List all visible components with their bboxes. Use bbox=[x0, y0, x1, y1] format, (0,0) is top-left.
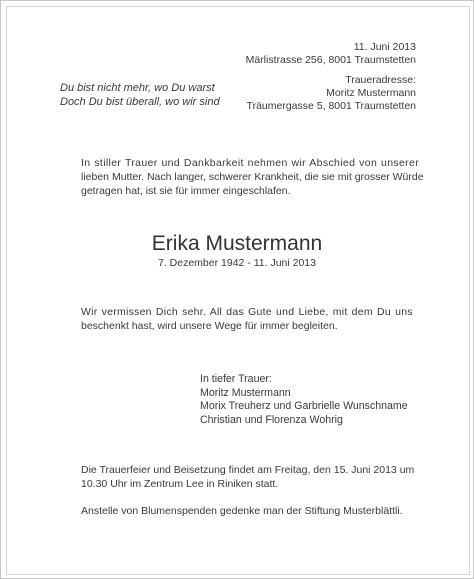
letter-date: 11. Juni 2013 bbox=[353, 41, 416, 53]
mourning-address-label: Traueradresse: bbox=[345, 74, 416, 86]
mourner-name: Christian und Florenza Wohrig bbox=[200, 414, 343, 426]
intro-line-1: In stiller Trauer und Dankbarkeit nehmen wir Abschied von unserer bbox=[81, 157, 420, 169]
ceremony-line-1: Die Trauerfeier und Beisetzung findet am Freitag, den 15. Juni 2013 um bbox=[81, 464, 415, 476]
intro-line-3: getragen hat, ist sie für immer eingeschlafen. bbox=[81, 185, 291, 197]
ceremony-line-2: 10.30 Uhr im Zentrum Lee in Riniken statt. bbox=[81, 478, 279, 490]
sender-address: Märlistrasse 256, 8001 Traumstetten bbox=[245, 54, 416, 66]
intro-line-2: lieben Mutter. Nach langer, schwerer Krankheit, die sie mit grosser Würde bbox=[81, 171, 424, 183]
mourner-name: Morix Treuherz und Garbrielle Wunschname bbox=[200, 400, 408, 412]
farewell-line-2: beschenkt hast, wird unsere Wege für immer begleiten. bbox=[81, 320, 338, 332]
donation-line: Anstelle von Blumenspenden gedenke man der Stiftung Musterblättli. bbox=[81, 505, 403, 517]
mourner-name: Moritz Mustermann bbox=[200, 387, 291, 399]
deceased-dates: 7. Dezember 1942 - 11. Juni 2013 bbox=[158, 257, 316, 269]
mourning-address-street: Träumergasse 5, 8001 Traumstetten bbox=[246, 100, 416, 112]
quote-line-2: Doch Du bist überall, wo wir sind bbox=[60, 96, 220, 108]
mourning-address-name: Moritz Mustermann bbox=[326, 87, 416, 99]
farewell-line-1: Wir vermissen Dich sehr. All das Gute und Liebe, mit dem Du uns bbox=[81, 306, 413, 318]
deceased-name: Erika Mustermann bbox=[151, 232, 323, 255]
mourners-heading: In tiefer Trauer: bbox=[200, 373, 272, 385]
quote-line-1: Du bist nicht mehr, wo Du warst bbox=[60, 82, 215, 94]
